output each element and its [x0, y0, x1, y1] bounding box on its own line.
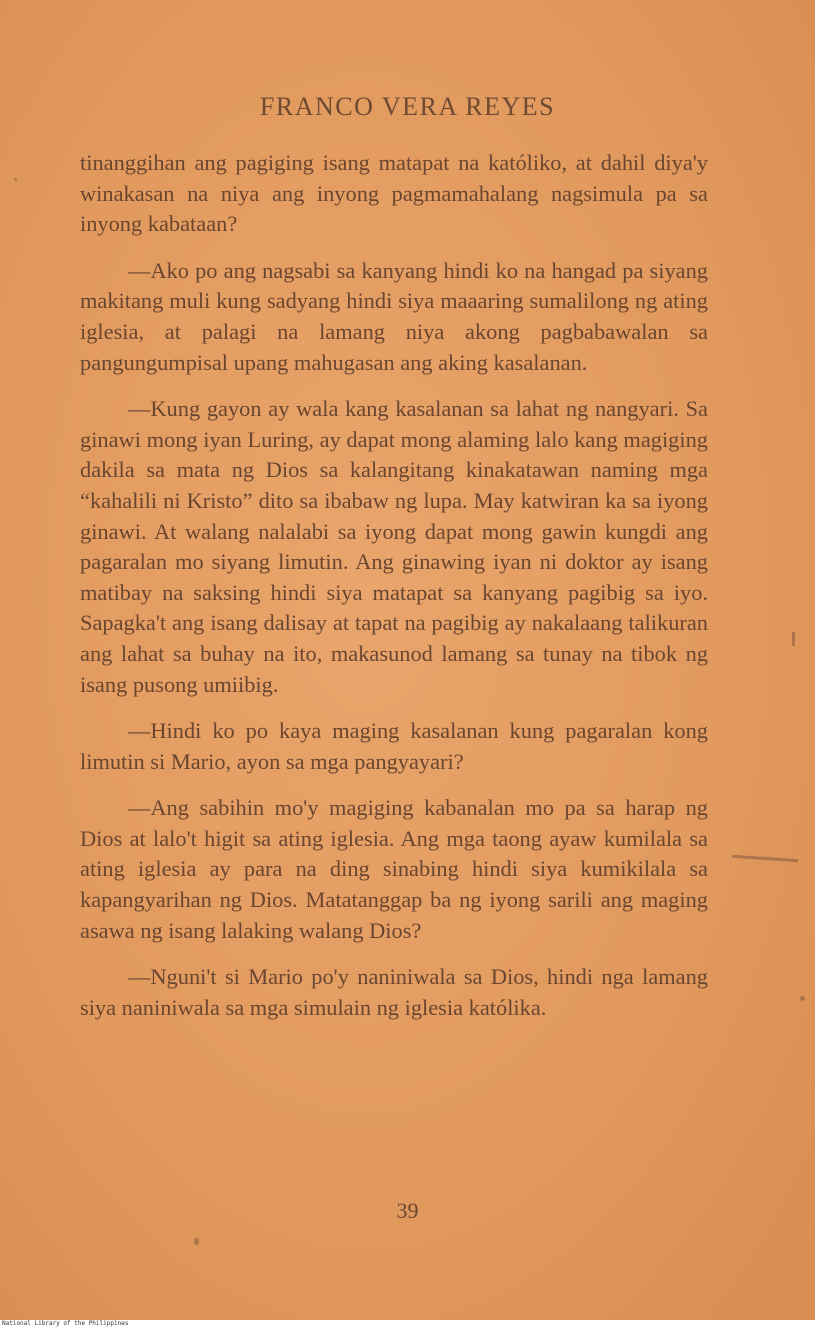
body-text	[80, 148, 708, 1039]
scan-mark-left-dot	[14, 178, 17, 181]
paragraph-4: —Hindi ko po kaya maging kasalanan kung pagaralan kong limutin si Mario, ayon sa mga pangyayari?	[80, 718, 708, 774]
scan-mark-right-dash	[732, 855, 798, 863]
paragraph-3: —Kung gayon ay wala kang kasalanan sa lahat ng nangyari. Sa ginawi mong iyan Luring, ay dapat mong alaming lalo kang magiging dakila sa mata ng Dios sa kalangitang kinakatawan naming mga “kahalili ni Kristo” dito sa ibabaw ng lupa. May katwiran ka sa iyong ginawi. At walang nalalabi sa iyong dapat mong gawin kungdi ang pagaralan mo siyang limutin. Ang ginawing iyan ni doktor ay isang matibay na saksing hindi siya matapat sa kanyang pagibig sa iyo. Sapagka't ang isang dalisay at tapat na pagibig ay nakalaang talikuran ang lahat sa buhay na ito, makasunod lamang sa tunay na tibok ng isang pusong umiibig.	[80, 396, 708, 697]
paragraph-1: tinanggihan ang pagiging isang matapat na katóliko, at dahil diya'y winakasan na niya ang inyong pagmamahalang nagsimula pa sa inyong kabataan?	[80, 150, 708, 237]
paragraph-2: —Ako po ang nagsabi sa kanyang hindi ko na hangad pa siyang makitang muli kung sadyang hindi siya maaaring sumalilong ng ating iglesia, at palagi na lamang niya akong pagbabawalan sa pangungumpisal upang mahugasan ang aking kasalanan.	[80, 257, 708, 375]
paragraph-6: —Nguni't si Mario po'y naniniwala sa Dios, hindi nga lamang siya naniniwala sa mga simulain ng iglesia katólika.	[80, 964, 708, 1020]
scan-mark-right-tick	[792, 632, 795, 646]
running-header: FRANCO VERA REYES	[259, 92, 556, 121]
paragraph-5: —Ang sabihin mo'y magiging kabanalan mo pa sa harap ng Dios at lalo't higit sa ating iglesia. Ang mga taong ayaw kumilala sa ating iglesia ay para na ding sinabing hindi siya kumikilala sa kapangyarihan ng Dios. Matatanggap ba ng iyong sarili ang maging asawa ng isang lalaking walang Dios?	[80, 795, 708, 943]
scan-mark-right-dot	[800, 996, 805, 1001]
scan-mark-bottom-dot	[194, 1238, 199, 1245]
library-credit: National Library of the Philippines	[2, 1320, 129, 1327]
page-number: 39	[396, 1198, 419, 1223]
